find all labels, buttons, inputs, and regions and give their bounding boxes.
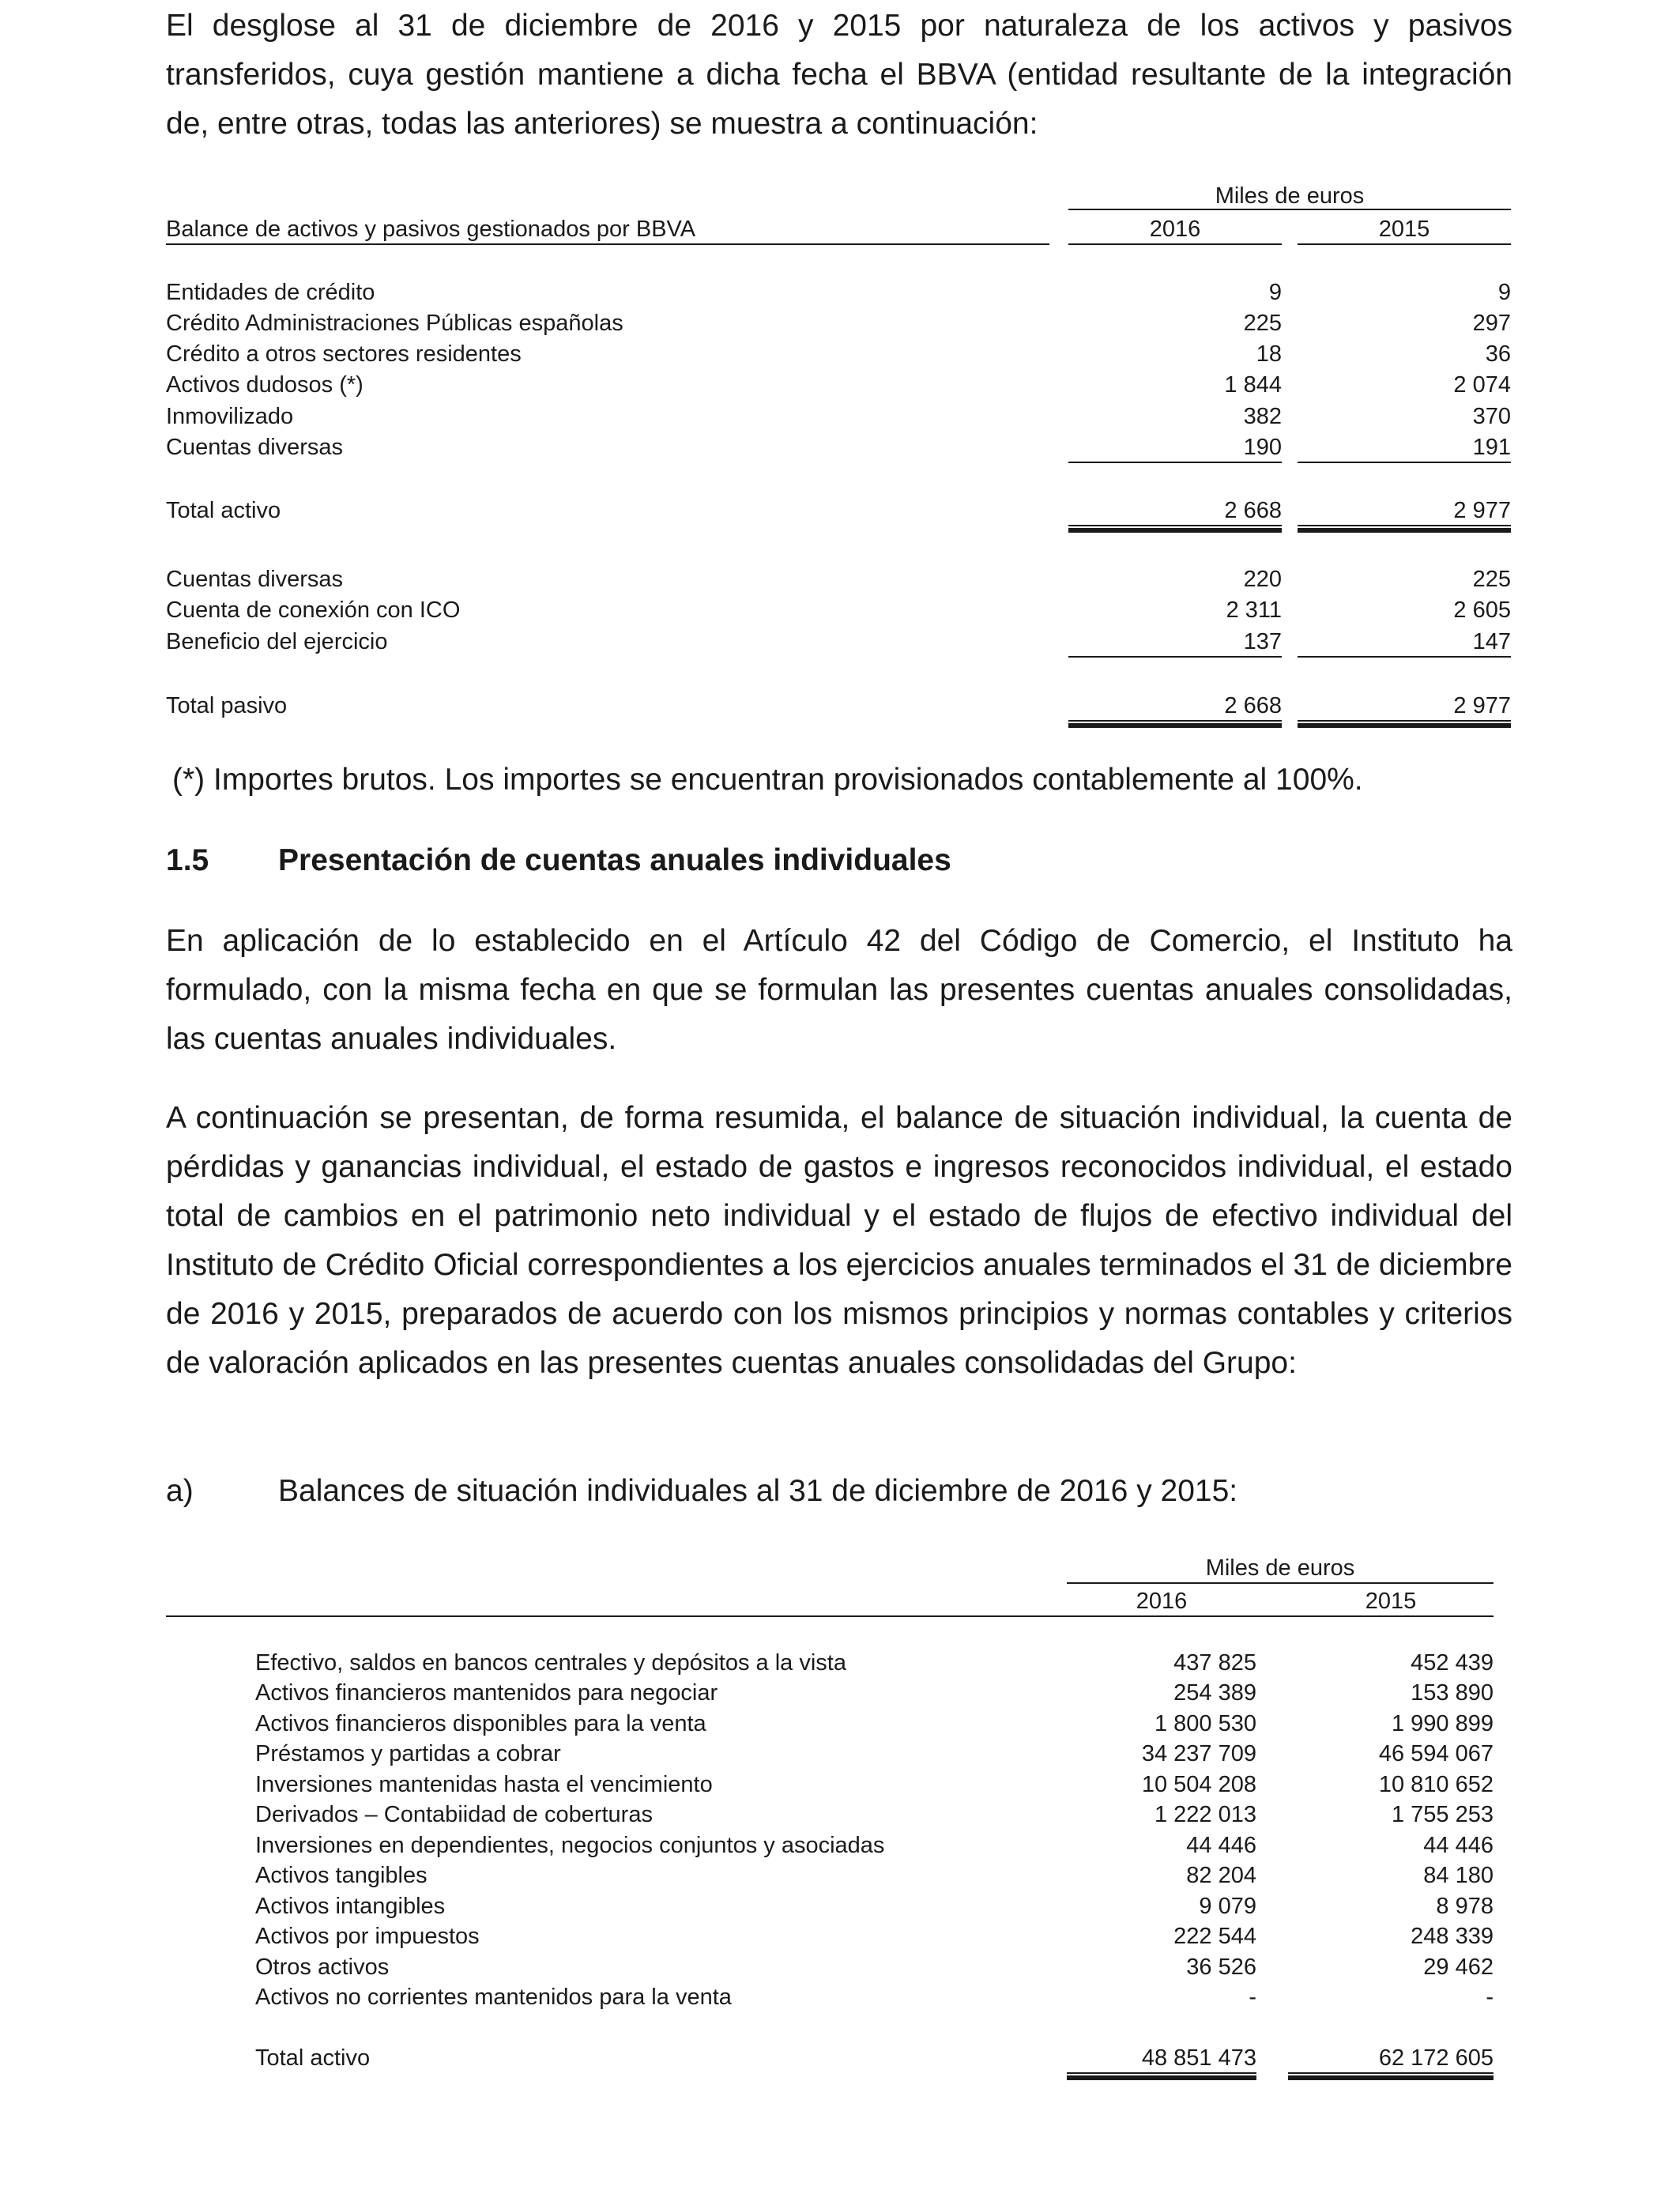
- table-row-label: Entidades de crédito: [166, 280, 375, 305]
- table2-units-header: Miles de euros: [1205, 1555, 1355, 1581]
- table1-col-2015: 2015: [1378, 217, 1430, 242]
- table-row-label: Activos no corrientes mantenidos para la venta: [255, 1985, 732, 2010]
- table-cell-2015: 9: [1497, 280, 1511, 305]
- table-row-label: Préstamos y partidas a cobrar: [255, 1741, 561, 1766]
- total-liabilities-2016: 2 668: [1224, 693, 1282, 718]
- subsection-letter: a): [166, 1474, 194, 1508]
- total-double-rule: [1298, 528, 1511, 533]
- table-cell-2016: 222 544: [1173, 1924, 1256, 1949]
- paragraph-articulo-42: En aplicación de lo establecido en el Artículo 42 del Código de Comercio, el Instituto ha formulado, con la misma fecha en que se formulan las presentes cuentas anuales consolidadas, las cuentas anuales individuales.: [166, 924, 1512, 1056]
- total-double-rule: [1298, 723, 1511, 728]
- table-row-label: Cuentas diversas: [166, 435, 344, 460]
- table-cell-2016: 225: [1243, 311, 1282, 336]
- table1-row-header: Balance de activos y pasivos gestionados por BBVA: [166, 217, 696, 242]
- subtotal-rule: [1298, 462, 1511, 463]
- total-rule: [1067, 2072, 1256, 2074]
- table-cell-2016: 1 844: [1224, 372, 1282, 398]
- table-cell-2015: 8 978: [1436, 1894, 1494, 1919]
- table1-units-header: Miles de euros: [1215, 183, 1365, 209]
- table-cell-2015: 44 446: [1423, 1833, 1494, 1858]
- table1-label-rule: [166, 243, 1049, 245]
- table-cell-2015: 225: [1472, 567, 1511, 592]
- total-rule: [1298, 525, 1511, 526]
- footnote: (*) Importes brutos. Los importes se encuentran provisionados contablemente al 100%.: [172, 763, 1363, 797]
- table-row-label: Efectivo, saldos en bancos centrales y depósitos a la vista: [255, 1650, 846, 1676]
- subtotal-rule: [1298, 656, 1511, 658]
- subtotal-rule: [1068, 462, 1282, 463]
- table-row-label: Activos por impuestos: [255, 1924, 480, 1949]
- table-cell-2015: 29 462: [1423, 1955, 1494, 1980]
- table2-total-2016: 48 851 473: [1141, 2045, 1256, 2071]
- total-rule: [1298, 720, 1511, 722]
- table-cell-2015: 147: [1472, 629, 1511, 654]
- table-cell-2016: 254 389: [1173, 1680, 1256, 1706]
- table-cell-2015: 2 074: [1453, 372, 1511, 398]
- table-cell-2016: 437 825: [1173, 1650, 1256, 1676]
- table-cell-2015: 2 605: [1453, 598, 1511, 623]
- table-cell-2016: 190: [1243, 435, 1282, 460]
- table2-total-2015: 62 172 605: [1378, 2045, 1494, 2071]
- table2-col-2015: 2015: [1365, 1589, 1417, 1614]
- table-row-label: Otros activos: [255, 1955, 390, 1980]
- table-cell-2015: 297: [1472, 311, 1511, 336]
- table-row-label: Activos dudosos (*): [166, 372, 363, 398]
- table-cell-2015: 10 810 652: [1378, 1772, 1494, 1797]
- section-title: Presentación de cuentas anuales individuales: [278, 843, 951, 877]
- total-assets-label: Total activo: [166, 498, 281, 523]
- table-cell-2016: 1 800 530: [1154, 1711, 1256, 1736]
- table1-units-rule: [1068, 209, 1511, 210]
- table-row-label: Inmovilizado: [166, 404, 294, 429]
- table-cell-2015: 248 339: [1411, 1924, 1494, 1949]
- table2-header-rule: [166, 1615, 1494, 1617]
- table-row-label: Crédito a otros sectores residentes: [166, 341, 522, 367]
- total-rule: [1288, 2072, 1494, 2074]
- table-row-label: Cuenta de conexión con ICO: [166, 598, 461, 623]
- intro-paragraph: El desglose al 31 de diciembre de 2016 y 2015 por naturaleza de los activos y pasivos transferidos, cuya gestión mantiene a dicha fecha el BBVA (entidad resultante de la integración de, entre otras, todas las anteriores) se muestra a continuación:: [166, 9, 1512, 141]
- table-cell-2016: 9: [1268, 280, 1282, 305]
- subsection-title: Balances de situación individuales al 31 de diciembre de 2016 y 2015:: [278, 1474, 1238, 1508]
- table-cell-2015: 1 755 253: [1391, 1802, 1494, 1827]
- total-assets-2015: 2 977: [1453, 498, 1511, 523]
- total-rule: [1068, 525, 1282, 526]
- table-cell-2015: 452 439: [1411, 1650, 1494, 1676]
- total-double-rule: [1068, 528, 1282, 533]
- total-rule: [1068, 720, 1282, 722]
- table-cell-2015: 46 594 067: [1378, 1741, 1494, 1766]
- total-double-rule: [1068, 723, 1282, 728]
- table2-total-label: Total activo: [255, 2045, 371, 2071]
- table1-col-2016: 2016: [1149, 217, 1201, 242]
- table-row-label: Inversiones mantenidas hasta el vencimiento: [255, 1772, 713, 1797]
- table-cell-2016: 10 504 208: [1141, 1772, 1256, 1797]
- table-cell-2016: 18: [1256, 341, 1282, 367]
- table2-units-rule: [1067, 1582, 1494, 1584]
- table-cell-2016: 137: [1243, 629, 1282, 654]
- table-cell-2016: 382: [1243, 404, 1282, 429]
- table-cell-2016: 34 237 709: [1141, 1741, 1256, 1766]
- table-row-label: Derivados – Contabiidad de coberturas: [255, 1802, 653, 1827]
- table-cell-2015: 191: [1472, 435, 1511, 460]
- table-row-label: Inversiones en dependientes, negocios conjuntos y asociadas: [255, 1833, 885, 1858]
- table-cell-2015: -: [1486, 1985, 1494, 2010]
- table-cell-2015: 153 890: [1411, 1680, 1494, 1706]
- total-liabilities-2015: 2 977: [1453, 693, 1511, 718]
- table-cell-2015: 370: [1472, 404, 1511, 429]
- table-row-label: Beneficio del ejercicio: [166, 629, 388, 654]
- total-double-rule: [1288, 2075, 1494, 2080]
- table1-2016-rule: [1068, 243, 1282, 245]
- table-cell-2015: 84 180: [1423, 1863, 1494, 1888]
- subtotal-rule: [1068, 656, 1282, 658]
- table-row-label: Activos financieros disponibles para la venta: [255, 1711, 706, 1736]
- table-cell-2016: -: [1249, 1985, 1256, 2010]
- table-cell-2016: 1 222 013: [1154, 1802, 1256, 1827]
- table-cell-2016: 36 526: [1186, 1955, 1256, 1980]
- table2-col-2016: 2016: [1136, 1589, 1188, 1614]
- table-row-label: Activos tangibles: [255, 1863, 428, 1888]
- paragraph-resumen: A continuación se presentan, de forma resumida, el balance de situación individual, la cuenta de pérdidas y ganancias individual, el estado de gastos e ingresos reconocidos individual, el estado total de cambios en el patrimonio neto individual y el estado de flujos de efectivo individual del Instituto de Crédito Oficial correspondientes a los ejercicios anuales terminados el 31 de diciembre de 2016 y 2015, preparados de acuerdo con los mismos principios y normas contables y criterios de valoración aplicados en las presentes cuentas anuales consolidadas del Grupo:: [166, 1101, 1512, 1380]
- total-assets-2016: 2 668: [1224, 498, 1282, 523]
- table-cell-2015: 36: [1485, 341, 1511, 367]
- table-cell-2016: 2 311: [1226, 598, 1282, 623]
- table-row-label: Cuentas diversas: [166, 567, 344, 592]
- table-cell-2016: 82 204: [1186, 1863, 1256, 1888]
- table-cell-2016: 9 079: [1199, 1894, 1256, 1919]
- total-double-rule: [1067, 2075, 1256, 2080]
- section-number: 1.5: [166, 843, 209, 877]
- table-cell-2015: 1 990 899: [1391, 1711, 1494, 1736]
- table-row-label: Crédito Administraciones Públicas españolas: [166, 311, 623, 336]
- table-row-label: Activos intangibles: [255, 1894, 446, 1919]
- table-cell-2016: 220: [1243, 567, 1282, 592]
- table1-2015-rule: [1298, 243, 1511, 245]
- total-liabilities-label: Total pasivo: [166, 693, 288, 718]
- table-cell-2016: 44 446: [1186, 1833, 1256, 1858]
- table-row-label: Activos financieros mantenidos para negociar: [255, 1680, 718, 1706]
